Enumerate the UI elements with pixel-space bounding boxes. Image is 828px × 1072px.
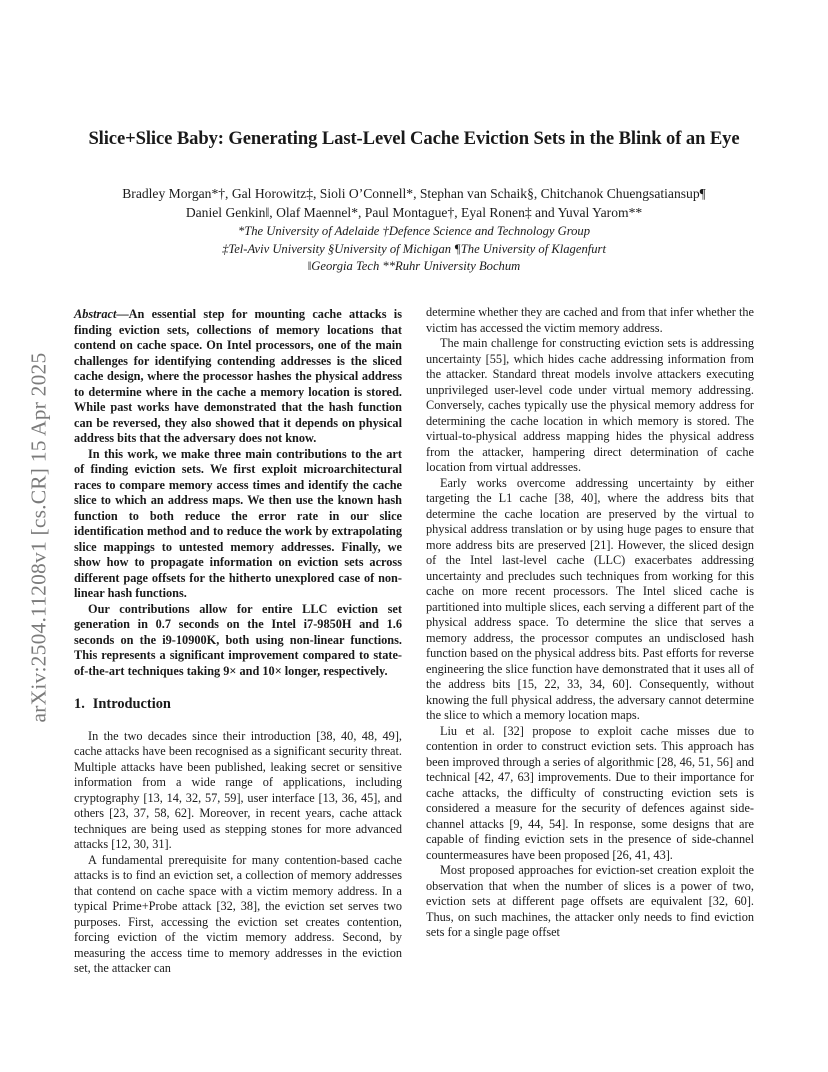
- section-number: 1.: [74, 696, 85, 712]
- affiliation-line-2: ‡Tel-Aviv University §University of Michigan ¶The University of Klagenfurt: [222, 241, 606, 256]
- arxiv-identifier: [26, 298, 52, 776]
- right-paragraph-5: Most proposed approaches for eviction-set creation exploit the observation that when the number of slices is a power of two, eviction sets at different page offsets are equivalent [32, 60]. Thus, on such machines, the attacker only needs to find eviction sets for a single page offset: [426, 863, 754, 939]
- paper-title: Slice+Slice Baby: Generating Last-Level Cache Eviction Sets in the Blink of an Eye: [88, 128, 740, 149]
- right-paragraph-2: The main challenge for constructing eviction sets is addressing uncertainty [55], which hides cache addressing information from the attacker. Standard threat models involve attackers executing unprivileged user-level code under virtual memory addressing. Conversely, caches typically use the physical memory address for determining the cache location in which memory is stored. The virtual-to-physical address mapping hides the physical address from the attacker, hampering direct determination of cache location from virtual addresses.: [426, 336, 754, 474]
- right-paragraph-4: Liu et al. [32] propose to exploit cache misses due to contention in order to construct eviction sets. This approach has been improved through a series of algorithmic [28, 46, 51, 56] and technical [42, 47, 63] improvements. Due to their importance for cache attacks, the difficulty of constructing eviction sets is considered a measure for the security of defences against side-channel attacks [9, 44, 54]. In response, some designs that are capable of finding eviction sets in the presence of side-channel countermeasures have been proposed [26, 41, 43].: [426, 723, 754, 862]
- authors-line-1: Bradley Morgan*†, Gal Horowitz‡, Sioli O’Connell*, Stephan van Schaik§, Chitchanok Chuengsatiansup¶: [122, 186, 706, 201]
- right-paragraph-1: determine whether they are cached and from that infer whether the victim has accessed the victim memory address.: [426, 305, 754, 335]
- abstract-paragraph-3: Our contributions allow for entire LLC eviction set generation in 0.7 seconds on the Intel i7-9850H and 1.6 seconds on the i9-10900K, both using non-linear functions. This represents a significant improvement compared to state-of-the-art techniques taking 9× and 10× longer, respectively.: [74, 601, 402, 678]
- right-column: [426, 305, 754, 941]
- affiliation-line-1: *The University of Adelaide †Defence Science and Technology Group: [237, 224, 591, 238]
- abstract-text-1: —An essential step for mounting cache attacks is finding eviction sets, collections of memory locations that contend on cache space. On Intel processors, one of the main challenges for identifying contending addresses is the sliced cache design, where the processor hashes the physical address to determine where in the cache a memory location is stored. While past works have demonstrated that the hash function can be reversed, they also showed that it depends on physical address bits that the adversary does not know.: [74, 307, 402, 445]
- author-list: [70, 184, 758, 222]
- section-heading-introduction: [74, 697, 402, 713]
- abstract-paragraph-1: [74, 307, 402, 447]
- arxiv-identifier-text: arXiv:2504.11208v1 [cs.CR] 15 Apr 2025: [26, 352, 51, 722]
- abstract: [74, 307, 402, 679]
- intro-paragraph-1: In the two decades since their introduction [38, 40, 48, 49], cache attacks have been recognised as a significant security threat. Multiple attacks have been published, leaking secret or sensitive information from a wide range of applications, including cryptography [13, 14, 32, 57, 59], user interface [13, 36, 45], and others [23, 37, 58, 62]. Moreover, in recent years, cache attack techniques are being used as stepping stones for more advanced attacks [12, 30, 31].: [74, 728, 402, 851]
- section-title: Introduction: [92, 696, 171, 712]
- left-column: [74, 307, 402, 977]
- affiliation-line-3: ‖Georgia Tech **Ruhr University Bochum: [307, 259, 521, 273]
- affiliations: [70, 223, 758, 276]
- right-paragraph-3: Early works overcome addressing uncertainty by either targeting the L1 cache [38, 40], where the address bits that determine the cache location are preserved by the virtual to physical address translation or by using huge pages to ensure that more address bits are preserved [21]. However, the sliced design of the Intel last-level cache (LLC) exacerbates addressing uncertainty and precludes such techniques from working for this cache on more recent processors. The Intel sliced cache is partitioned into multiple slices, each serving a different part of the physical address space. To determine the slice that serves a memory address, the processor computes an undisclosed hash function based on the physical address bits. Past efforts for reverse engineering the slice function have demonstrated that it uses all of the address bits [15, 22, 33, 34, 60]. Consequently, without knowing the full physical address, the adversary cannot determine the slice to which a memory location maps.: [426, 475, 754, 722]
- authors-line-2: Daniel Genkin‖, Olaf Maennel*, Paul Montague†, Eyal Ronen‡ and Yuval Yarom**: [185, 205, 643, 220]
- intro-paragraph-2: A fundamental prerequisite for many contention-based cache attacks is to find an eviction set, a collection of memory addresses that contend on cache space with a victim memory address. In a typical Prime+Probe attack [32, 38], the eviction set serves two purposes. First, accessing the eviction set creates contention, forcing eviction of the victim memory address. Second, by measuring the access time to memory addresses in the eviction set, the attacker can: [74, 852, 402, 975]
- abstract-paragraph-2: In this work, we make three main contributions to the art of finding eviction sets. We first exploit microarchitectural races to compare memory access times and identify the cache slice to which an address maps. We then use the known hash function to both reduce the error rate in our slice identification method and to reduce the work by extrapolating slice mappings to untested memory addresses. Finally, we show how to propagate information on eviction sets across different page offsets for the hitherto unexplored case of non-linear hash functions.: [74, 446, 402, 600]
- abstract-label: Abstract: [74, 307, 117, 321]
